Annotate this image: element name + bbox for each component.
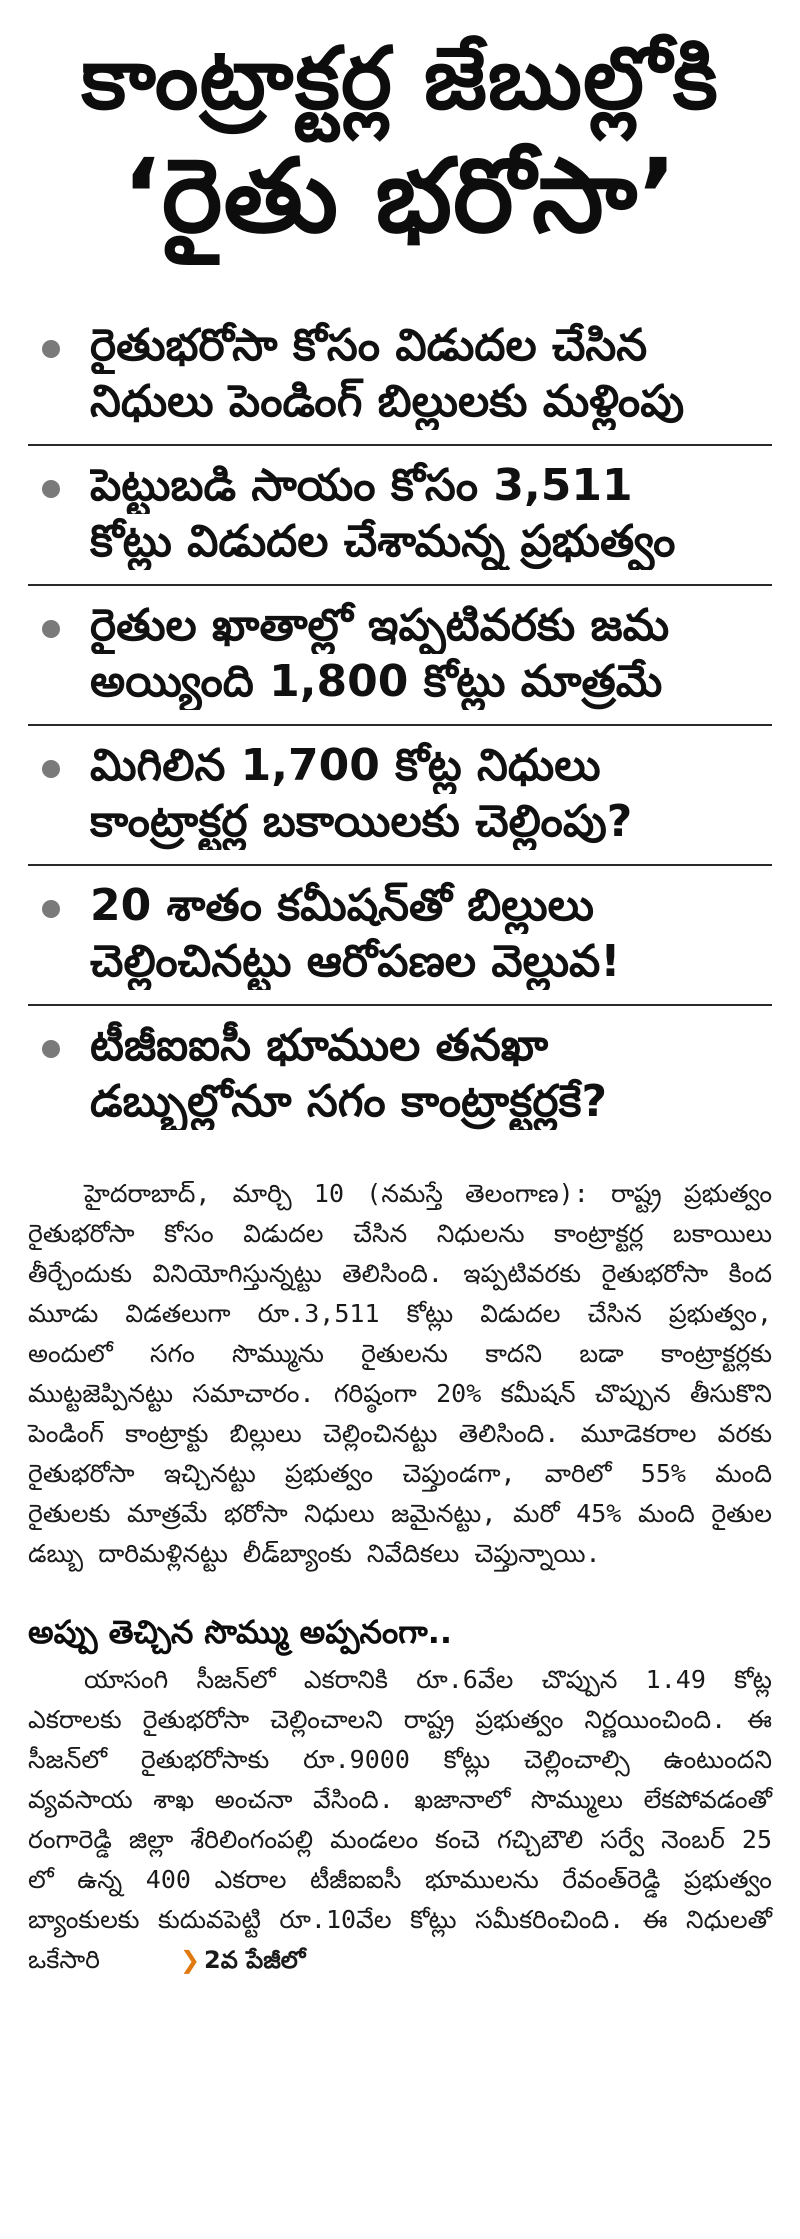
bullet-text-line: రైతుభరోసా కోసం విడుదల చేసిన xyxy=(90,320,648,371)
bullet-text-line: పెట్టుబడి సాయం కోసం 3,511 xyxy=(90,460,633,511)
article-paragraph xyxy=(28,1660,772,1980)
article-body xyxy=(28,1174,772,1574)
bullet-item xyxy=(28,726,772,866)
article-subheading: అప్పు తెచ్చిన సొమ్ము అప్పనంగా.. xyxy=(28,1613,453,1651)
bullet-dot-icon xyxy=(42,1040,60,1058)
continued-link[interactable] xyxy=(124,1940,306,1980)
bullet-item xyxy=(28,1006,772,1144)
bullet-text-line: కాంట్రాక్టర్ల బకాయిలకు చెల్లింపు? xyxy=(90,796,633,847)
continued-label: 2వ పేజీలో xyxy=(204,1946,306,1974)
bullet-text-line: టీజీఐఐసీ భూముల తనఖా xyxy=(90,1020,549,1071)
article-body-continued xyxy=(28,1660,772,1980)
bullet-dot-icon xyxy=(42,900,60,918)
bullet-item xyxy=(28,446,772,586)
bullet-text-line: రైతుల ఖాతాల్లో ఇప్పటివరకు జమ xyxy=(90,600,670,651)
bullet-list xyxy=(28,306,772,1144)
headline-line-1: కాంట్రాక్టర్ల జేబుల్లోకి xyxy=(81,29,719,129)
bullet-dot-icon xyxy=(42,340,60,358)
bullet-item xyxy=(28,586,772,726)
headline-line-2: ‘రైతు భరోసా’ xyxy=(122,137,678,256)
bullet-dot-icon xyxy=(42,620,60,638)
bullet-item xyxy=(28,306,772,446)
bullet-text-line: కోట్లు విడుదల చేశామన్న ప్రభుత్వం xyxy=(90,516,676,567)
article-paragraph: హైదరాబాద్, మార్చి 10 (నమస్తే తెలంగాణ): రాష్ట్ర ప్రభుత్వం రైతుభరోసా కోసం విడుదల చేసిన నిధులను కాంట్రాక్టర్ల బకాయిలు తీర్చేందుకు వినియోగిస్తున్నట్టు తెలిసింది. ఇప్పటివరకు రైతుభరోసా కింద మూడు విడతలుగా రూ.3,511 కోట్లు విడుదల చేసిన ప్రభుత్వం, అందులో సగం సొమ్మును రైతులను కాదని బడా కాంట్రాక్టర్లకు ముట్టజెప్పినట్టు సమాచారం. గరిష్ఠంగా 20% కమీషన్ చొప్పున తీసుకొని పెండింగ్ కాంట్రాక్టు బిల్లులు చెల్లించినట్టు తెలిసింది. మూడెకరాల వరకు రైతుభరోసా ఇచ్చినట్టు ప్రభుత్వం చెప్తుండగా, వారిలో 55% మంది రైతులకు మాత్రమే భరోసా నిధులు జమైనట్టు, మరో 45% మంది రైతుల డబ్బు దారిమళ్లినట్టు లీడ్‌బ్యాంకు నివేదికలు చెప్తున్నాయి. xyxy=(28,1179,772,1568)
bullet-dot-icon xyxy=(42,480,60,498)
bullet-text-line: చెల్లించినట్టు ఆరోపణల వెల్లువ! xyxy=(90,936,621,987)
bullet-text-line: డబ్బుల్లోనూ సగం కాంట్రాక్టర్లకే? xyxy=(90,1076,607,1127)
bullet-item xyxy=(28,866,772,1006)
bullet-text-line: 20 శాతం కమీషన్‌తో బిల్లులు xyxy=(90,880,595,931)
bullet-dot-icon xyxy=(42,760,60,778)
bullet-text-line: మిగిలిన 1,700 కోట్ల నిధులు xyxy=(90,740,601,791)
bullet-text-line: నిధులు పెండింగ్ బిల్లులకు మళ్లింపు xyxy=(90,376,685,427)
chevron-right-icon: ❯ xyxy=(179,1946,201,1974)
bullet-text-line: అయ్యింది 1,800 కోట్లు మాత్రమే xyxy=(90,656,663,707)
article-paragraph-text: యాసంగి సీజన్‌లో ఎకరానికి రూ.6వేల చొప్పున 1.49 కోట్ల ఎకరాలకు రైతుభరోసా చెల్లించాలని రాష్ట్ర ప్రభుత్వం నిర్ణయించింది. ఈ సీజన్‌లో రైతుభరోసాకు రూ.9000 కోట్లు చెల్లించాల్సి ఉంటుందని వ్యవసాయ శాఖ అంచనా వేసింది. ఖజానాలో సొమ్ములు లేకపోవడంతో రంగారెడ్డి జిల్లా శేరిలింగంపల్లి మండలం కంచె గచ్చిబౌలి సర్వే నెంబర్ 25 లో ఉన్న 400 ఎకరాల టీజీఐఐసీ భూములను రేవంత్‌రెడ్డి ప్రభుత్వం బ్యాంకులకు కుదువపెట్టి రూ.10వేల కోట్లు సమీకరించింది. ఈ నిధులతో ఒకేసారి xyxy=(28,1665,772,1974)
